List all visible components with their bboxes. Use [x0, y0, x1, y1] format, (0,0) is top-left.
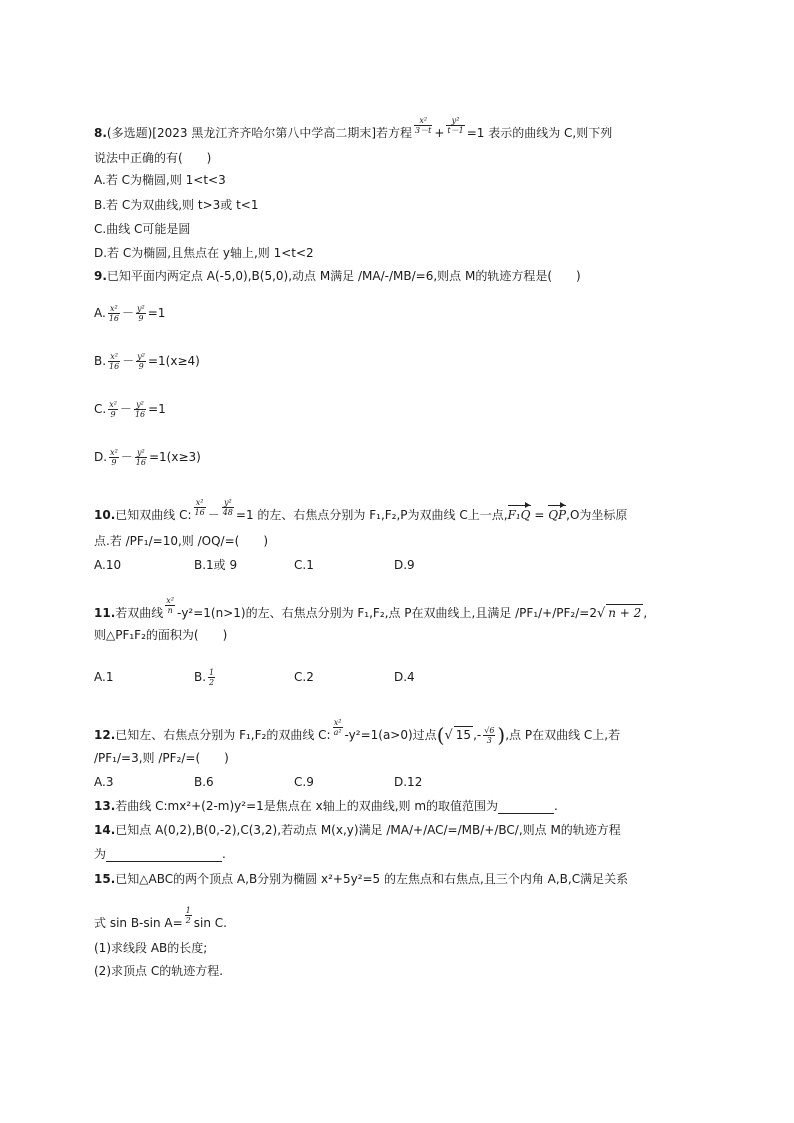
- option-c: C.1: [294, 558, 314, 572]
- fraction: $\frac{\text{x²}}{16}$: [109, 352, 120, 371]
- option-c: C. $\frac{\text{x²}}{9}$ － $\frac{\text{y²}}{16}$ =1: [94, 400, 166, 419]
- question-13: 13.若曲线 C:mx²+(2-m)y²=1是焦点在 x轴上的双曲线,则 m的取值范围为 .: [94, 799, 558, 813]
- plus-sign: +: [434, 126, 445, 140]
- question-14-line-1: 14.已知点 A(0,2),B(0,-2),C(3,2),若动点 M(x,y)满足 /MA/+/AC/=/MB/+/BC/,则点 M的轨迹方程: [94, 823, 621, 837]
- fraction: $\frac{1}{2}$: [209, 668, 215, 687]
- question-11-line-1: 11.若双曲线 $\frac{\text{x²}}{n}$ -y²=1(n>1)的左、右焦点分别为 F₁,F₂,点 P在双曲线上,且满足 /PF₁/+/PF₂/=2√ n + 2 ,: [94, 596, 648, 621]
- option-a: A. $\frac{\text{x²}}{16}$ － $\frac{\text{y²}}{9}$ =1: [94, 304, 166, 323]
- left-paren: (: [436, 723, 445, 747]
- question-11-line-2: 则△PF₁F₂的面积为( ): [94, 628, 228, 642]
- question-text: =1 表示的曲线为 C,则下列: [466, 126, 613, 140]
- vector-qp: QP: [548, 508, 567, 522]
- question-text: 已知平面内两定点 A(-5,0),B(5,0),动点 M满足 /MA/-/MB/=6,则点 M的轨迹方程是( ): [106, 269, 581, 283]
- question-8-line-1: [94, 116, 612, 141]
- question-8-line-2: 说法中正确的有( ): [94, 151, 212, 165]
- question-number: 15.: [94, 872, 116, 886]
- fraction: $\frac{\text{y²}}{9}$: [137, 352, 145, 371]
- sqrt-sign: √: [596, 606, 606, 621]
- option-b: B.1或 9: [194, 558, 238, 572]
- question-15-part-1: (1)求线段 AB的长度;: [94, 941, 208, 955]
- fraction: $\frac{1}{2}$: [185, 906, 191, 925]
- option-c: C.2: [294, 670, 314, 684]
- question-number: 13.: [94, 799, 116, 813]
- fraction: $\frac{√6}{3}$: [484, 726, 495, 745]
- fraction: $\frac{\text{x²}}{9}$: [110, 448, 118, 467]
- option-c: C.曲线 C可能是圆: [94, 222, 191, 236]
- fraction: $\frac{\text{x²}}{n}$: [166, 596, 174, 615]
- fraction: $\frac{\text{x²}}{3-t}$: [415, 116, 432, 135]
- option-d: D. $\frac{\text{x²}}{9}$ － $\frac{\text{y²}}{16}$ =1(x≥3): [94, 448, 201, 467]
- question-12-line-2: /PF₁/=3,则 /PF₂/=( ): [94, 751, 229, 765]
- option-a: A.若 C为椭圆,则 1<t<3: [94, 173, 226, 187]
- option-b: B. $\frac{\text{x²}}{16}$ － $\frac{\text{y²}}{9}$ =1(x≥4): [94, 352, 200, 371]
- right-paren: ): [497, 723, 506, 747]
- question-9-line-1: [94, 268, 581, 284]
- fraction: $\frac{\text{y²}}{48}$: [222, 498, 233, 517]
- option-d: D.若 C为椭圆,且焦点在 y轴上,则 1<t<2: [94, 246, 314, 260]
- fraction: $\frac{\text{y²}}{16}$: [134, 400, 146, 419]
- answer-blank[interactable]: [498, 801, 554, 814]
- question-number: 8.: [94, 126, 107, 140]
- option-a: A.3: [94, 775, 114, 789]
- question-10-line-2: 点.若 /PF₁/=10,则 /OQ/=( ): [94, 534, 269, 548]
- option-b: B. $\frac{1}{2}$: [194, 668, 215, 687]
- question-15-line-1: 15.已知△ABC的两个顶点 A,B分别为椭圆 x²+5y²=5 的左焦点和右焦点,且三个内角 A,B,C满足关系: [94, 872, 629, 886]
- question-12-line-1: 12.已知左、右焦点分别为 F₁,F₂的双曲线 C: $\frac{\text{x²}}{\text{a²}}$ -y²=1(a>0)过点(√ 15 ,- $\frac{√6}{3}$ ),点 P在双曲线 C上,若: [94, 718, 621, 747]
- option-a: A.10: [94, 558, 122, 572]
- sqrt-content: 15: [455, 728, 472, 742]
- vector-f1q: F₁Q: [507, 508, 531, 522]
- question-text: (多选题)[2023 黑龙江齐齐哈尔第八中学高二期末]若方程: [106, 126, 413, 140]
- option-b: B.6: [194, 775, 214, 789]
- option-d: D.4: [394, 670, 415, 684]
- option-b: B.若 C为双曲线,则 t>3或 t<1: [94, 198, 259, 212]
- question-number: 14.: [94, 823, 116, 837]
- question-10-line-1: 10.已知双曲线 C: $\frac{\text{x²}}{16}$ － $\frac{\text{y²}}{48}$ =1 的左、右焦点分别为 F₁,F₂,P为双曲线 C上一点,F₁Q = QP,O为坐标原: [94, 498, 628, 522]
- question-10-options: [94, 557, 494, 573]
- fraction: $\frac{\text{y²}}{9}$: [137, 304, 145, 323]
- fraction: $\frac{\text{y²}}{t-1}$: [447, 116, 464, 135]
- option-a: A.1: [94, 670, 114, 684]
- fraction: $\frac{\text{x²}}{16}$: [108, 304, 119, 323]
- question-number: 11.: [94, 606, 116, 620]
- question-11-options: [94, 668, 494, 687]
- question-number: 9.: [94, 269, 107, 283]
- answer-blank[interactable]: [106, 849, 222, 862]
- fraction: $\frac{\text{x²}}{16}$: [194, 498, 205, 517]
- question-12-options: [94, 774, 494, 790]
- fraction: $\frac{\text{y²}}{16}$: [135, 448, 146, 467]
- sqrt-content: n + 2: [608, 606, 642, 620]
- question-15-line-2: 式 sin B-sin A= $\frac{1}{2}$ sin C.: [94, 906, 227, 930]
- question-14-line-2: 为 .: [94, 847, 226, 861]
- option-c: C.9: [294, 775, 314, 789]
- question-number: 10.: [94, 508, 116, 522]
- sqrt-sign: √: [444, 728, 453, 743]
- fraction: $\frac{\text{x²}}{\text{a²}}$: [333, 718, 342, 737]
- option-d: D.12: [394, 775, 423, 789]
- question-15-part-2: (2)求顶点 C的轨迹方程.: [94, 964, 224, 978]
- fraction: $\frac{\text{x²}}{9}$: [109, 400, 117, 419]
- option-d: D.9: [394, 558, 415, 572]
- question-number: 12.: [94, 728, 116, 742]
